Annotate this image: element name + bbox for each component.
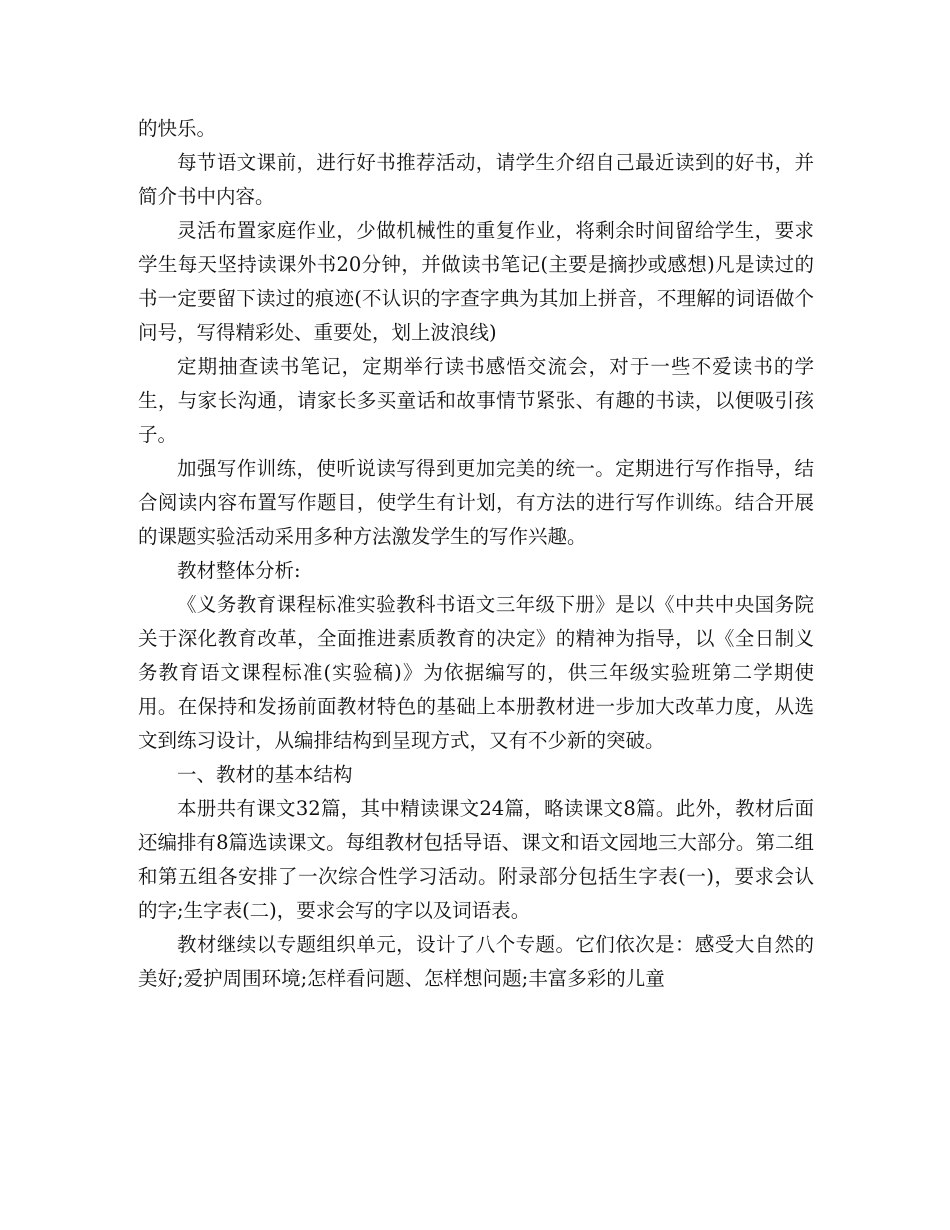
paragraph-textbook-overview: 《义务教育课程标准实验教科书语文三年级下册》是以《中共中央国务院关于深化教育改革，全面推进素质教育的决定》的精神为指导，以《全日制义务教育语文课程标准(实验稿)》为依据编写的，供三年级实验班第二学期使用。在保持和发扬前面教材特色的基础上本册教材进一步加大改革力度，从选文到练习设计，从编排结构到呈现方式，又有不少新的突破。 <box>138 593 814 752</box>
paragraph-writing-training: 加强写作训练，使听说读写得到更加完美的统一。定期进行写作指导，结合阅读内容布置写作题目，使学生有计划，有方法的进行写作训练。结合开展的课题实验活动采用多种方法激发学生的写作兴趣。 <box>138 457 814 548</box>
paragraph-structure-details: 本册共有课文32篇，其中精读课文24篇，略读课文8篇。此外，教材后面还编排有8篇选读课文。每组教材包括导语、课文和语文园地三大部分。第二组和第五组各安排了一次综合性学习活动。附录部分包括生字表(一)，要求会认的字;生字表(二)，要求会写的字以及词语表。 <box>138 797 814 922</box>
document-body <box>138 112 814 996</box>
paragraph-book-recommendation: 每节语文课前，进行好书推荐活动，请学生介绍自己最近读到的好书，并简介书中内容。 <box>138 151 814 208</box>
section-heading-basic-structure: 一、教材的基本结构 <box>177 763 353 786</box>
section-heading-textbook-analysis: 教材整体分析: <box>177 559 301 582</box>
paragraph-reading-notes: 定期抽查读书笔记，定期举行读书感悟交流会，对于一些不爱读书的学生，与家长沟通，请家长多买童话和故事情节紧张、有趣的书读，以便吸引孩子。 <box>138 355 814 446</box>
paragraph-themes: 教材继续以专题组织单元，设计了八个专题。它们依次是：感受大自然的美好;爱护周围环境;怎样看问题、怎样想问题;丰富多彩的儿童 <box>138 933 814 990</box>
paragraph-continuation: 的快乐。 <box>138 117 217 140</box>
paragraph-homework: 灵活布置家庭作业，少做机械性的重复作业，将剩余时间留给学生，要求学生每天坚持读课外书20分钟，并做读书笔记(主要是摘抄或感想)凡是读过的书一定要留下读过的痕迹(不认识的字查字典为其加上拼音，不理解的词语做个问号，写得精彩处、重要处，划上波浪线) <box>138 219 814 344</box>
